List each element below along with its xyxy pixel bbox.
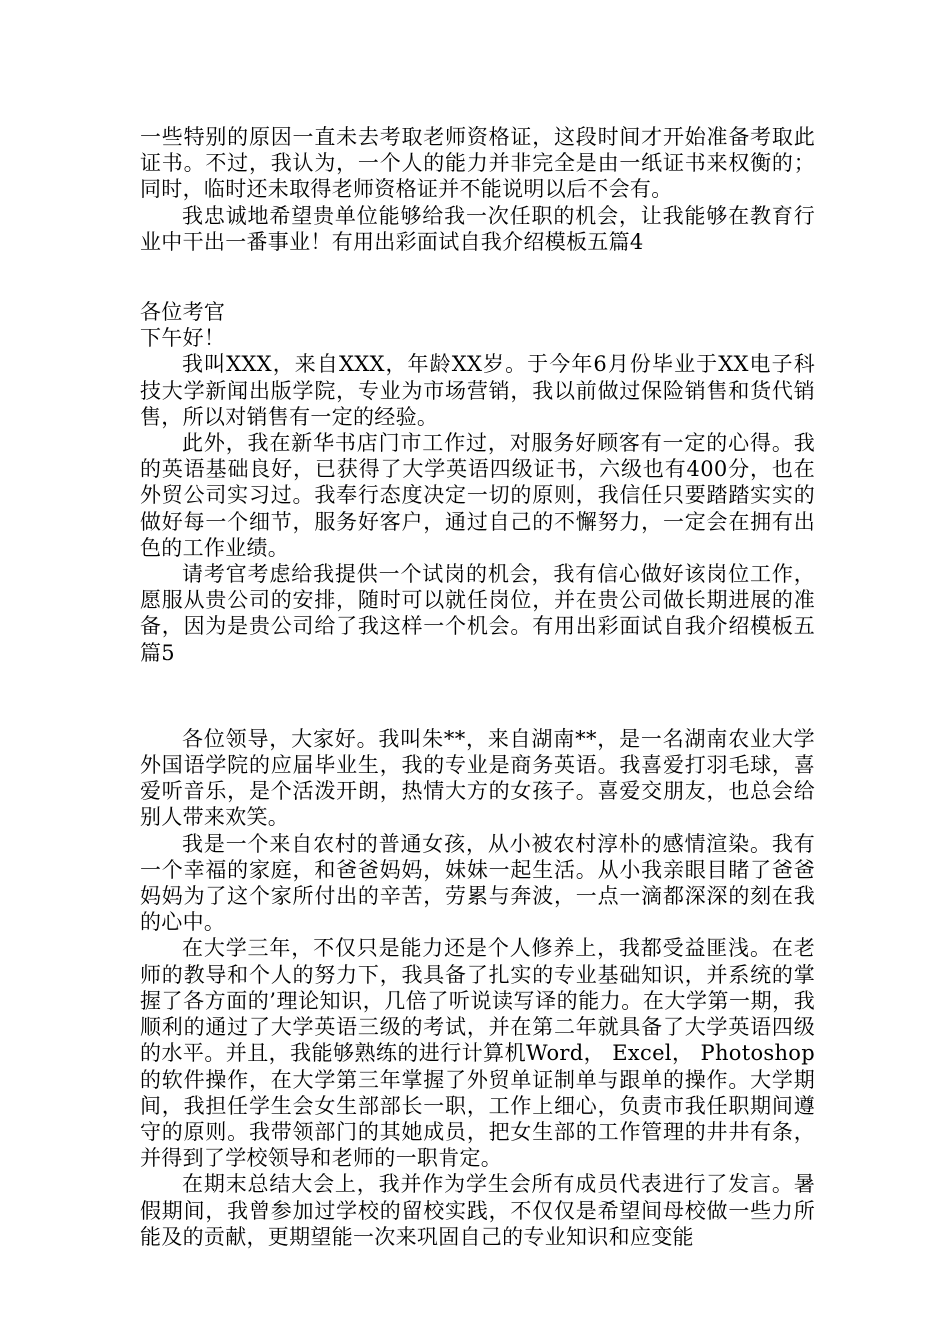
paragraph-university: 在大学三年，不仅只是能力还是个人修养上，我都受益匪浅。在老师的教导和个人的努力下，我具备了扎实的专业基础知识，并系统的掌握了各方面的’理论知识，几倍了听说读写译的能力。在大学第一期，我顺利的通过了大学英语三级的考试，并在第二年就具备了大学英语四级的水平。并且，我能够熟练的进行计算机Word， Excel， Photoshop的软件操作，在大学第三年掌握了外贸单证制单与跟单的操作。大学期间，我担任学生会女生部部长一职，工作上细心，负责市我任职期间遵守的原则。我带领部门的其她成员，把女生部的工作管理的井井有条，并得到了学校领导和老师的一职肯定。 xyxy=(140,936,815,1171)
paragraph-certificate-reason: 一些特别的原因一直未去考取老师资格证，这段时间才开始准备考取此证书。不过，我认为，一个人的能力并非完全是由一纸证书来权衡的；同时，临时还未取得老师资格证并不能说明以后不会有。 xyxy=(140,125,815,202)
greeting: 下午好！ xyxy=(140,326,226,351)
document-page xyxy=(140,124,815,1250)
paragraph-request: 请考官考虑给我提供一个试岗的机会，我有信心做好该岗位工作，愿服从贵公司的安排，随时可以就任岗位，并在贵公司做长期进展的准备，因为是贵公司给了我这样一个机会。有用出彩面试自我介绍模板五篇5 xyxy=(140,562,815,665)
paragraph-family: 我是一个来自农村的普通女孩，从小被农村淳朴的感情渲染。我有一个幸福的家庭，和爸爸妈妈，妹妹一起生活。从小我亲眼目睹了爸爸妈妈为了这个家所付出的辛苦，劳累与奔波，一点一滴都深深的刻在我的心中。 xyxy=(140,831,815,935)
section-article-4 xyxy=(140,299,815,666)
salutation: 各位考官 xyxy=(140,300,226,325)
section-continued-article xyxy=(140,124,815,255)
spacer xyxy=(140,255,815,299)
spacer xyxy=(140,666,815,726)
section-article-5 xyxy=(140,726,815,1250)
paragraph-job-hope: 我忠诚地希望贵单位能够给我一次任职的机会，让我能够在教育行业中干出一番事业！有用出彩面试自我介绍模板五篇4 xyxy=(140,203,815,254)
paragraph-introduction: 各位领导，大家好。我叫朱**，来自湖南**，是一名湖南农业大学外国语学院的应届毕业生，我的专业是商务英语。我喜爱打羽毛球，喜爱听音乐，是个活泼开朗，热情大方的女孩子。喜爱交朋友，也总会给别人带来欢笑。 xyxy=(140,726,815,830)
paragraph-summary-meeting: 在期末总结大会上，我并作为学生会所有成员代表进行了发言。暑假期间，我曾参加过学校的留校实践，不仅仅是希望间母校做一些力所能及的贡献，更期望能一次来巩固自己的专业知识和应变能 xyxy=(140,1172,815,1249)
paragraph-self-intro: 我叫XXX，来自XXX，年龄XX岁。于今年6月份毕业于XX电子科技大学新闻出版学院，专业为市场营销，我以前做过保险销售和货代销售，所以对销售有一定的经验。 xyxy=(140,352,815,429)
paragraph-experience: 此外，我在新华书店门市工作过，对服务好顾客有一定的心得。我的英语基础良好，已获得了大学英语四级证书，六级也有400分，也在外贸公司实习过。我奉行态度决定一切的原则，我信任只要踏踏实实的做好每一个细节，服务好客户，通过自己的不懈努力，一定会在拥有出色的工作业绩。 xyxy=(140,431,815,560)
